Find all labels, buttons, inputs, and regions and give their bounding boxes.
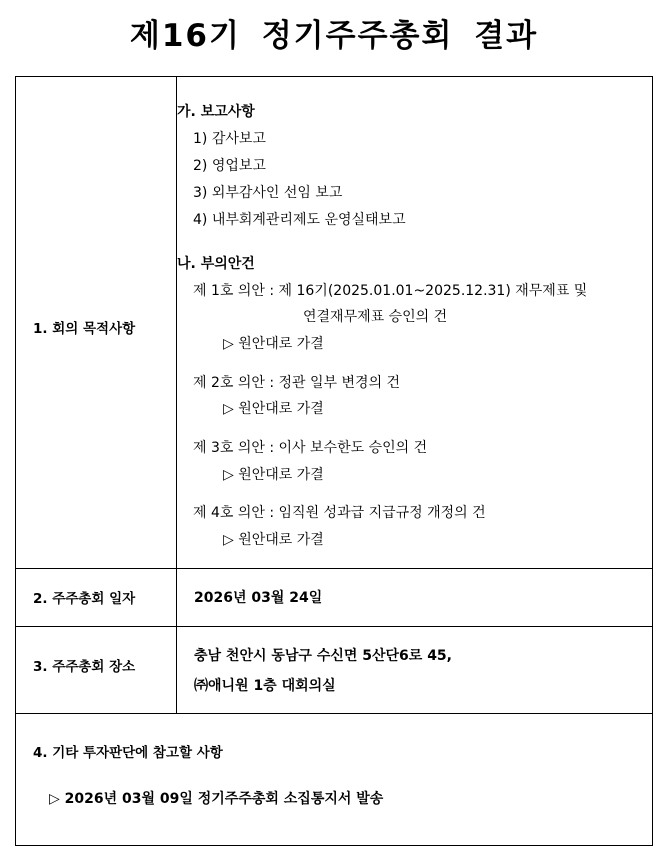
report-item: 1) 감사보고	[193, 131, 266, 147]
row-label-meeting-date: 2. 주주총회 일자	[33, 591, 136, 607]
agenda-item-2: 제 2호 의안 : 정관 일부 변경의 건	[193, 375, 401, 391]
agenda-item-1-continued: 연결재무제표 승인의 건	[303, 309, 448, 325]
row-label-meeting-place: 3. 주주총회 장소	[33, 659, 136, 675]
report-item: 4) 내부회계관리제도 운영실태보고	[193, 212, 406, 228]
agenda-result: ▷ 원안대로 가결	[223, 401, 324, 417]
agenda-result: ▷ 원안대로 가결	[223, 467, 324, 483]
row-divider	[16, 626, 652, 627]
page-title: 제16기 정기주주총회 결과	[129, 18, 539, 54]
other-info-value: ▷ 2026년 03월 09일 정기주주총회 소집통지서 발송	[49, 791, 384, 807]
row-label-other-info: 4. 기타 투자판단에 참고할 사항	[33, 745, 223, 761]
agenda-result: ▷ 원안대로 가결	[223, 336, 324, 352]
section-report-heading: 가. 보고사항	[177, 104, 255, 120]
row-label-meeting-agenda: 1. 회의 목적사항	[33, 321, 136, 337]
report-item: 2) 영업보고	[193, 158, 266, 174]
row-divider	[16, 713, 652, 714]
agenda-result: ▷ 원안대로 가결	[223, 532, 324, 548]
agenda-item-1: 제 1호 의안 : 제 16기(2025.01.01~2025.12.31) 재무제표 및	[193, 283, 588, 299]
meeting-date-value: 2026년 03월 24일	[194, 590, 323, 606]
meeting-place-line1: 충남 천안시 동남구 수신면 5산단6로 45,	[194, 648, 452, 664]
section-agenda-heading: 나. 부의안건	[177, 256, 255, 272]
row-divider	[16, 568, 652, 569]
meeting-place-line2: ㈜애니원 1층 대회의실	[194, 678, 336, 694]
report-item: 3) 외부감사인 선임 보고	[193, 185, 343, 201]
agenda-item-4: 제 4호 의안 : 임직원 성과급 지급규정 개정의 건	[193, 505, 486, 521]
results-table	[15, 76, 653, 846]
column-divider	[176, 77, 177, 713]
agenda-item-3: 제 3호 의안 : 이사 보수한도 승인의 건	[193, 440, 428, 456]
